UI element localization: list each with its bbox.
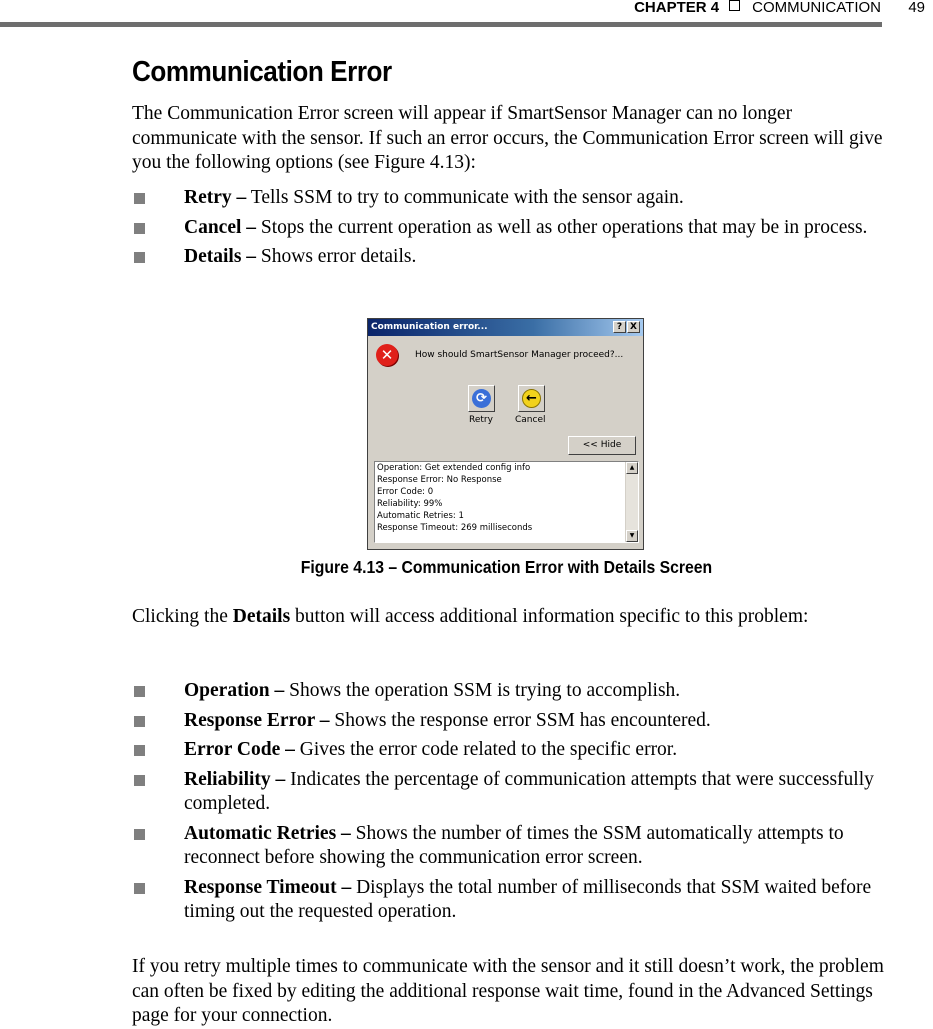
separator-box-icon	[729, 0, 740, 11]
scroll-up-icon[interactable]: ▲	[626, 462, 638, 474]
term: Error Code –	[184, 739, 295, 760]
bullet-square-icon	[134, 775, 145, 786]
bullet-square-icon	[134, 193, 145, 204]
description: Displays the total number of milliseconds that SSM waited before timing out the requested operation.	[184, 876, 872, 922]
term: Retry –	[184, 187, 247, 208]
options-list	[132, 186, 892, 270]
list-item	[132, 738, 892, 763]
list-item	[132, 822, 892, 871]
dialog-title: Communication error...	[371, 322, 488, 332]
description: Shows error details.	[260, 246, 417, 267]
communication-error-dialog	[367, 318, 644, 550]
details-intro-post: button will access additional information specific to this problem:	[290, 606, 809, 627]
closing-paragraph: If you retry multiple times to communicate with the sensor and it still doesn’t work, the problem can often be fixed by editing the additional response wait time, found in the Advanced Settings page for your connection.	[132, 956, 884, 1026]
description: Shows the response error SSM has encountered.	[334, 709, 711, 731]
help-button[interactable]: ?	[613, 321, 626, 333]
detail-line: Response Timeout: 269 milliseconds	[377, 523, 533, 533]
scroll-down-icon[interactable]: ▼	[626, 530, 638, 542]
description: Shows the operation SSM is trying to accomplish.	[289, 680, 681, 701]
description: Shows the number of times the SSM automatically attempts to reconnect before showing the communication error screen.	[184, 822, 844, 868]
bullet-square-icon	[134, 223, 145, 234]
cancel-arrow-icon: ←	[522, 389, 541, 408]
figure-caption: Figure 4.13 – Communication Error with Details Screen	[300, 557, 713, 577]
details-intro-paragraph	[132, 605, 887, 630]
dialog-titlebar	[368, 319, 643, 336]
details-intro-term: Details	[232, 606, 291, 627]
close-button[interactable]: X	[627, 321, 640, 333]
details-intro-pre: Clicking the	[132, 606, 233, 627]
list-item	[132, 245, 892, 270]
description: Stops the current operation as well as other operations that may be in process.	[260, 216, 868, 238]
list-item	[132, 709, 892, 734]
list-item	[132, 876, 892, 925]
page-number: 49	[908, 0, 925, 16]
term: Details –	[184, 246, 257, 267]
bullet-square-icon	[134, 686, 145, 697]
bullet-square-icon	[134, 252, 145, 263]
detail-line: Response Error: No Response	[377, 475, 502, 485]
list-item	[132, 216, 892, 241]
list-item	[132, 186, 892, 211]
chapter-heading	[634, 0, 881, 16]
description: Indicates the percentage of communication attempts that were successfully completed.	[184, 768, 874, 814]
detail-line: Reliability: 99%	[377, 499, 443, 509]
description: Tells SSM to try to communicate with the sensor again.	[250, 187, 684, 208]
retry-icon: ⟳	[472, 389, 491, 408]
retry-button[interactable]	[468, 385, 495, 412]
intro-paragraph: The Communication Error screen will appear if SmartSensor Manager can no longer communicate with the sensor. If such an error occurs, the Communication Error screen will give you the following options (see Figure 4.13):	[132, 103, 883, 173]
term: Response Error –	[184, 709, 330, 731]
term: Response Timeout –	[184, 876, 352, 898]
bullet-square-icon	[134, 716, 145, 727]
cancel-label: Cancel	[515, 415, 546, 425]
bullet-square-icon	[134, 745, 145, 756]
term: Reliability –	[184, 768, 286, 790]
bullet-square-icon	[134, 829, 145, 840]
list-item	[132, 679, 892, 704]
detail-line: Operation: Get extended config info	[377, 463, 531, 473]
bullet-square-icon	[134, 883, 145, 894]
term: Operation –	[184, 680, 285, 701]
detail-line: Error Code: 0	[377, 487, 434, 497]
details-scrollbar[interactable]	[625, 462, 638, 542]
dialog-question: How should SmartSensor Manager proceed?...	[415, 350, 624, 360]
section-title: Communication Error	[132, 56, 392, 88]
error-icon: ✕	[376, 344, 398, 366]
hide-button[interactable]: << Hide	[568, 436, 636, 455]
cancel-button[interactable]	[518, 385, 545, 412]
retry-label: Retry	[469, 415, 493, 425]
details-list	[132, 679, 892, 925]
details-textbox[interactable]	[374, 461, 639, 543]
term: Cancel –	[184, 216, 257, 238]
description: Gives the error code related to the specific error.	[299, 739, 678, 760]
detail-line: Automatic Retries: 1	[377, 511, 464, 521]
term: Automatic Retries –	[184, 822, 351, 844]
list-item	[132, 768, 892, 817]
chapter-title: COMMUNICATION	[752, 0, 881, 16]
page-header	[0, 0, 933, 24]
chapter-number: CHAPTER 4	[634, 0, 720, 16]
header-rule	[0, 22, 882, 27]
